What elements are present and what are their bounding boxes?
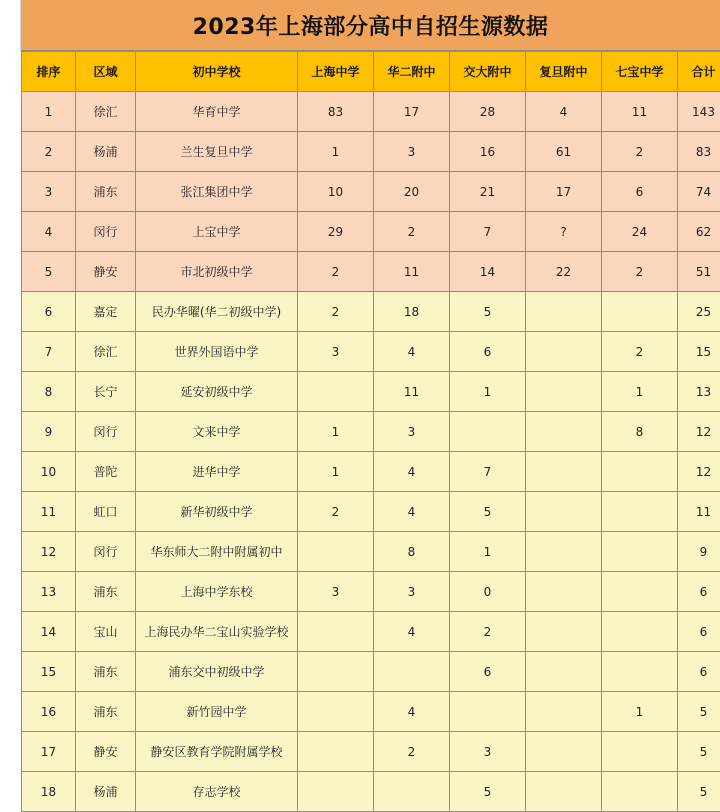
sjtu-affiliated-cell[interactable]: 1 [450,532,526,572]
qibao-cell[interactable]: 2 [602,132,678,172]
hsefz-cell[interactable] [374,652,450,692]
rank-cell[interactable]: 4 [22,212,76,252]
qibao-cell[interactable]: 24 [602,212,678,252]
rank-cell[interactable]: 17 [22,732,76,772]
rank-cell[interactable]: 10 [22,452,76,492]
district-cell[interactable]: 徐汇 [76,332,136,372]
fudan-affiliated-cell[interactable] [526,332,602,372]
district-cell[interactable]: 闵行 [76,412,136,452]
shanghai-high-cell[interactable]: 10 [298,172,374,212]
total-cell[interactable]: 13 [678,372,720,412]
table-row [22,412,720,452]
shanghai-high-cell[interactable] [298,652,374,692]
fudan-affiliated-cell[interactable] [526,412,602,452]
shanghai-high-cell[interactable] [298,612,374,652]
table-row [22,172,720,212]
table-row [22,372,720,412]
hsefz-cell[interactable]: 3 [374,132,450,172]
district-cell[interactable]: 浦东 [76,572,136,612]
header-shanghai-high[interactable]: 上海中学 [298,52,374,92]
rank-cell[interactable]: 7 [22,332,76,372]
sjtu-affiliated-cell[interactable]: 16 [450,132,526,172]
hsefz-cell[interactable]: 4 [374,452,450,492]
sjtu-affiliated-cell[interactable]: 6 [450,652,526,692]
table-title: 2023年上海部分高中自招生源数据 [21,0,720,51]
header-qibao[interactable]: 七宝中学 [602,52,678,92]
rank-cell[interactable]: 5 [22,252,76,292]
school-cell[interactable]: 存志学校 [136,772,298,812]
shanghai-high-cell[interactable]: 3 [298,572,374,612]
hsefz-cell[interactable]: 3 [374,412,450,452]
table-row [22,92,720,132]
rank-cell[interactable]: 8 [22,372,76,412]
table-row [22,292,720,332]
rank-cell[interactable]: 6 [22,292,76,332]
qibao-cell[interactable] [602,572,678,612]
shanghai-high-cell[interactable]: 2 [298,292,374,332]
district-cell[interactable]: 宝山 [76,612,136,652]
fudan-affiliated-cell[interactable] [526,492,602,532]
sjtu-affiliated-cell[interactable]: 5 [450,492,526,532]
total-cell[interactable]: 6 [678,572,720,612]
district-cell[interactable]: 静安 [76,252,136,292]
total-cell[interactable]: 62 [678,212,720,252]
qibao-cell[interactable] [602,652,678,692]
data-table [21,51,720,812]
qibao-cell[interactable]: 1 [602,692,678,732]
rank-cell[interactable]: 2 [22,132,76,172]
fudan-affiliated-cell[interactable] [526,292,602,332]
sjtu-affiliated-cell[interactable]: 7 [450,452,526,492]
fudan-affiliated-cell[interactable]: 17 [526,172,602,212]
school-cell[interactable]: 上海民办华二宝山实验学校 [136,612,298,652]
total-cell[interactable]: 11 [678,492,720,532]
district-cell[interactable]: 杨浦 [76,132,136,172]
total-cell[interactable]: 74 [678,172,720,212]
fudan-affiliated-cell[interactable] [526,652,602,692]
fudan-affiliated-cell[interactable] [526,572,602,612]
qibao-cell[interactable] [602,612,678,652]
qibao-cell[interactable]: 2 [602,252,678,292]
row-gutter [0,0,21,51]
hsefz-cell[interactable]: 11 [374,372,450,412]
sjtu-affiliated-cell[interactable]: 28 [450,92,526,132]
header-fudan-affiliated[interactable]: 复旦附中 [526,52,602,92]
qibao-cell[interactable]: 1 [602,372,678,412]
total-cell[interactable]: 51 [678,252,720,292]
shanghai-high-cell[interactable]: 1 [298,132,374,172]
sjtu-affiliated-cell[interactable]: 5 [450,772,526,812]
sjtu-affiliated-cell[interactable]: 14 [450,252,526,292]
fudan-affiliated-cell[interactable]: ? [526,212,602,252]
school-cell[interactable]: 进华中学 [136,452,298,492]
table-row [22,252,720,292]
total-cell[interactable]: 6 [678,612,720,652]
rank-cell[interactable]: 11 [22,492,76,532]
school-cell[interactable]: 张江集团中学 [136,172,298,212]
qibao-cell[interactable]: 6 [602,172,678,212]
total-cell[interactable]: 5 [678,772,720,812]
fudan-affiliated-cell[interactable] [526,692,602,732]
table-row [22,332,720,372]
table-row [22,692,720,732]
sjtu-affiliated-cell[interactable]: 3 [450,732,526,772]
shanghai-high-cell[interactable]: 3 [298,332,374,372]
table-row [22,612,720,652]
district-cell[interactable]: 徐汇 [76,92,136,132]
total-cell[interactable]: 5 [678,692,720,732]
school-cell[interactable]: 民办华曜(华二初级中学) [136,292,298,332]
fudan-affiliated-cell[interactable] [526,532,602,572]
sjtu-affiliated-cell[interactable]: 6 [450,332,526,372]
district-cell[interactable]: 闵行 [76,212,136,252]
school-cell[interactable]: 兰生复旦中学 [136,132,298,172]
rank-cell[interactable]: 14 [22,612,76,652]
rank-cell[interactable]: 9 [22,412,76,452]
hsefz-cell[interactable]: 4 [374,612,450,652]
header-district[interactable]: 区域 [76,52,136,92]
rank-cell[interactable]: 16 [22,692,76,732]
rank-cell[interactable]: 1 [22,92,76,132]
fudan-affiliated-cell[interactable] [526,772,602,812]
qibao-cell[interactable]: 11 [602,92,678,132]
qibao-cell[interactable] [602,772,678,812]
shanghai-high-cell[interactable]: 2 [298,252,374,292]
hsefz-cell[interactable]: 20 [374,172,450,212]
district-cell[interactable]: 普陀 [76,452,136,492]
fudan-affiliated-cell[interactable] [526,372,602,412]
sjtu-affiliated-cell[interactable]: 21 [450,172,526,212]
school-cell[interactable]: 新竹园中学 [136,692,298,732]
total-cell[interactable]: 12 [678,412,720,452]
shanghai-high-cell[interactable]: 2 [298,492,374,532]
shanghai-high-cell[interactable]: 1 [298,412,374,452]
table-row [22,652,720,692]
total-cell[interactable]: 143 [678,92,720,132]
total-cell[interactable]: 12 [678,452,720,492]
table-row [22,492,720,532]
table-row [22,212,720,252]
district-cell[interactable]: 闵行 [76,532,136,572]
hsefz-cell[interactable]: 18 [374,292,450,332]
rank-cell[interactable]: 12 [22,532,76,572]
shanghai-high-cell[interactable]: 29 [298,212,374,252]
qibao-cell[interactable] [602,492,678,532]
school-cell[interactable]: 上海中学东校 [136,572,298,612]
table-row [22,532,720,572]
total-cell[interactable]: 6 [678,652,720,692]
title-row [0,0,720,51]
district-cell[interactable]: 浦东 [76,692,136,732]
hsefz-cell[interactable]: 17 [374,92,450,132]
sjtu-affiliated-cell[interactable] [450,692,526,732]
school-cell[interactable]: 延安初级中学 [136,372,298,412]
rank-cell[interactable]: 18 [22,772,76,812]
school-cell[interactable]: 新华初级中学 [136,492,298,532]
fudan-affiliated-cell[interactable]: 22 [526,252,602,292]
hsefz-cell[interactable] [374,772,450,812]
fudan-affiliated-cell[interactable]: 4 [526,92,602,132]
district-cell[interactable]: 虹口 [76,492,136,532]
qibao-cell[interactable] [602,292,678,332]
hsefz-cell[interactable]: 2 [374,212,450,252]
total-cell[interactable]: 15 [678,332,720,372]
sjtu-affiliated-cell[interactable]: 5 [450,292,526,332]
school-cell[interactable]: 市北初级中学 [136,252,298,292]
sjtu-affiliated-cell[interactable]: 1 [450,372,526,412]
sjtu-affiliated-cell[interactable]: 7 [450,212,526,252]
header-row [22,52,720,92]
total-cell[interactable]: 5 [678,732,720,772]
fudan-affiliated-cell[interactable] [526,452,602,492]
hsefz-cell[interactable]: 3 [374,572,450,612]
qibao-cell[interactable] [602,732,678,772]
total-cell[interactable]: 9 [678,532,720,572]
header-rank[interactable]: 排序 [22,52,76,92]
shanghai-high-cell[interactable] [298,732,374,772]
shanghai-high-cell[interactable]: 1 [298,452,374,492]
school-cell[interactable]: 华东师大二附中附属初中 [136,532,298,572]
shanghai-high-cell[interactable]: 83 [298,92,374,132]
sjtu-affiliated-cell[interactable]: 2 [450,612,526,652]
school-cell[interactable]: 浦东交中初级中学 [136,652,298,692]
qibao-cell[interactable]: 2 [602,332,678,372]
rank-cell[interactable]: 13 [22,572,76,612]
hsefz-cell[interactable]: 4 [374,692,450,732]
shanghai-high-cell[interactable] [298,372,374,412]
table-row [22,732,720,772]
district-cell[interactable]: 长宁 [76,372,136,412]
hsefz-cell[interactable]: 11 [374,252,450,292]
school-cell[interactable]: 静安区教育学院附属学校 [136,732,298,772]
hsefz-cell[interactable]: 4 [374,332,450,372]
school-cell[interactable]: 华育中学 [136,92,298,132]
fudan-affiliated-cell[interactable] [526,732,602,772]
table-row [22,132,720,172]
school-cell[interactable]: 上宝中学 [136,212,298,252]
total-cell[interactable]: 25 [678,292,720,332]
district-cell[interactable]: 嘉定 [76,292,136,332]
table-row [22,572,720,612]
table-row [22,452,720,492]
sjtu-affiliated-cell[interactable]: 0 [450,572,526,612]
total-cell[interactable]: 83 [678,132,720,172]
school-cell[interactable]: 文来中学 [136,412,298,452]
qibao-cell[interactable] [602,532,678,572]
qibao-cell[interactable]: 8 [602,412,678,452]
rank-cell[interactable]: 15 [22,652,76,692]
header-total[interactable]: 合计 [678,52,720,92]
school-cell[interactable]: 世界外国语中学 [136,332,298,372]
fudan-affiliated-cell[interactable] [526,612,602,652]
header-middle-school[interactable]: 初中学校 [136,52,298,92]
shanghai-high-cell[interactable] [298,692,374,732]
district-cell[interactable]: 杨浦 [76,772,136,812]
fudan-affiliated-cell[interactable]: 61 [526,132,602,172]
shanghai-high-cell[interactable] [298,532,374,572]
district-cell[interactable]: 浦东 [76,172,136,212]
sjtu-affiliated-cell[interactable] [450,412,526,452]
shanghai-high-cell[interactable] [298,772,374,812]
hsefz-cell[interactable]: 8 [374,532,450,572]
district-cell[interactable]: 静安 [76,732,136,772]
hsefz-cell[interactable]: 2 [374,732,450,772]
header-hsefz[interactable]: 华二附中 [374,52,450,92]
hsefz-cell[interactable]: 4 [374,492,450,532]
rank-cell[interactable]: 3 [22,172,76,212]
table-row [22,772,720,812]
table-body [22,92,720,812]
qibao-cell[interactable] [602,452,678,492]
header-sjtu-affiliated[interactable]: 交大附中 [450,52,526,92]
district-cell[interactable]: 浦东 [76,652,136,692]
